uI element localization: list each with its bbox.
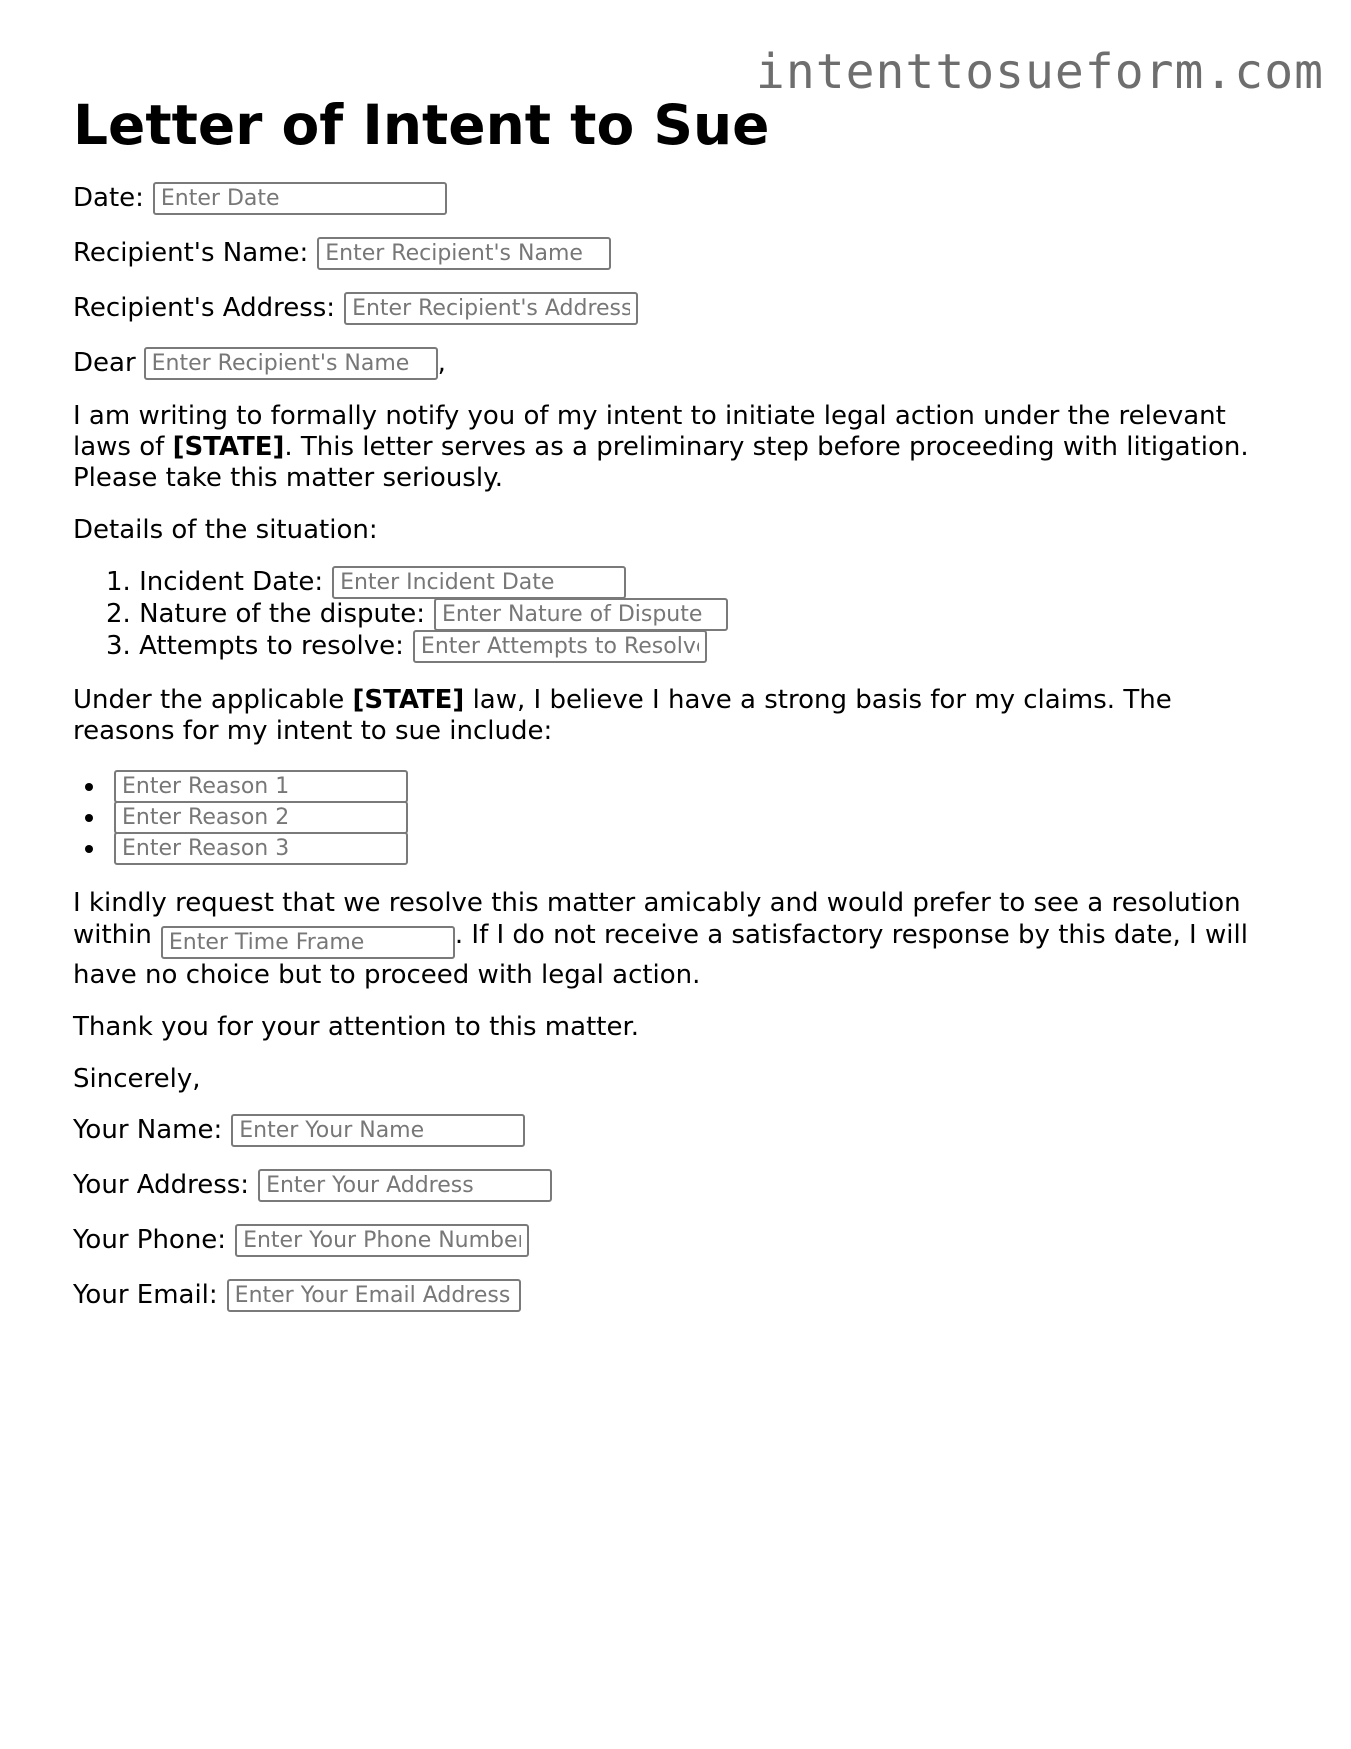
incident-date-label: 1. Incident Date: [106, 567, 324, 597]
salutation-prefix: Dear [73, 347, 136, 378]
recipient-name-input[interactable] [317, 237, 611, 270]
date-row [73, 180, 1273, 216]
letter-form [73, 92, 1273, 1313]
bullet-icon [85, 845, 93, 853]
salutation-row [73, 345, 1273, 381]
reason-item [106, 800, 1273, 835]
your-email-label: Your Email: [73, 1279, 218, 1310]
detail-item-attempts [106, 629, 1273, 664]
detail-item-nature [106, 597, 1273, 632]
detail-item-incident-date [106, 565, 1273, 600]
recipient-name-row [73, 235, 1273, 271]
recipient-address-label: Recipient's Address: [73, 292, 336, 323]
your-phone-row [73, 1222, 1273, 1258]
your-name-row [73, 1112, 1273, 1148]
basis-text-2: law, I believe I have a strong basis for my claims. The reasons for my intent to sue include: [73, 685, 1172, 746]
your-phone-label: Your Phone: [73, 1224, 227, 1255]
thanks-text: Thank you for your attention to this matter. [73, 1012, 640, 1042]
your-email-input[interactable] [227, 1279, 521, 1312]
basis-state: [STATE] [352, 685, 465, 715]
your-name-label: Your Name: [73, 1114, 223, 1145]
basis-paragraph [73, 685, 1273, 747]
reason-3-input[interactable] [114, 832, 408, 865]
intro-text-1: I am writing to formally notify you of my intent to initiate legal action under the relevant laws of [73, 401, 1226, 462]
your-email-row [73, 1277, 1273, 1313]
reasons-list [73, 769, 1273, 866]
salutation-name-input[interactable] [144, 347, 438, 380]
time-frame-input[interactable] [161, 926, 455, 959]
your-phone-input[interactable] [235, 1224, 529, 1257]
request-text-2: . If I do not receive a satisfactory response by this date, I will have no choice but to proceed with legal action. [73, 920, 1248, 990]
closing-text: Sincerely, [73, 1064, 201, 1094]
bullet-icon [85, 783, 93, 791]
reason-item [106, 769, 1273, 804]
your-address-input[interactable] [258, 1169, 552, 1202]
request-text-1: I kindly request that we resolve this matter amicably and would prefer to see a resolution within [73, 888, 1241, 950]
recipient-name-label: Recipient's Name: [73, 237, 309, 268]
incident-date-input[interactable] [332, 566, 626, 599]
details-heading: Details of the situation: [73, 515, 378, 545]
intro-text-2: . This letter serves as a preliminary step before proceeding with litigation. Please take this matter seriously. [73, 432, 1249, 493]
reason-1-input[interactable] [114, 770, 408, 803]
basis-text-1: Under the applicable [73, 685, 353, 715]
your-name-input[interactable] [231, 1114, 525, 1147]
recipient-address-input[interactable] [344, 292, 638, 325]
your-address-label: Your Address: [73, 1169, 250, 1200]
salutation-comma: , [437, 347, 446, 378]
intro-state: [STATE] [172, 432, 285, 462]
attempts-input[interactable] [413, 630, 707, 663]
site-watermark: intenttosueform.com [755, 44, 1324, 100]
nature-input[interactable] [434, 598, 728, 631]
nature-label: 2. Nature of the dispute: [106, 599, 425, 629]
page-title: Letter of Intent to Sue [73, 93, 770, 157]
recipient-address-row [73, 290, 1273, 326]
details-list [73, 565, 1273, 664]
date-label: Date: [73, 182, 144, 213]
request-paragraph [73, 887, 1273, 991]
intro-paragraph [73, 401, 1273, 494]
your-address-row [73, 1167, 1273, 1203]
attempts-label: 3. Attempts to resolve: [106, 631, 404, 661]
date-input[interactable] [153, 182, 447, 215]
reason-2-input[interactable] [114, 801, 408, 834]
bullet-icon [85, 814, 93, 822]
reason-item [106, 831, 1273, 866]
